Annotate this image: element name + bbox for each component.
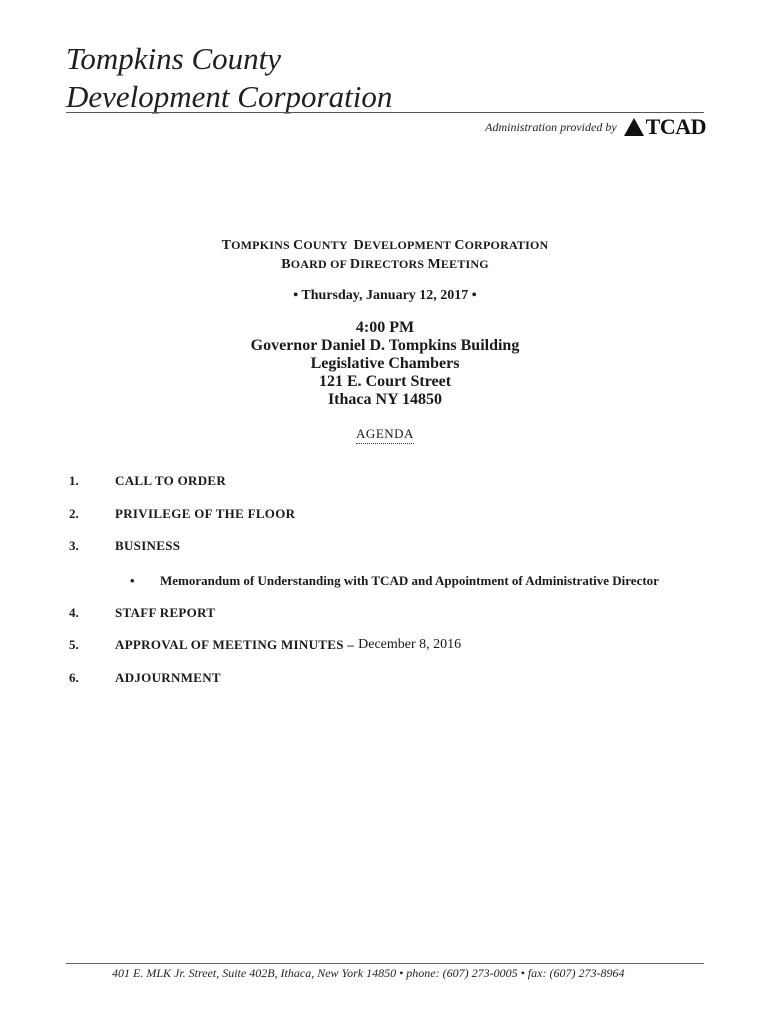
agenda-item-label: PRIVILEGE OF THE FLOOR <box>115 506 296 521</box>
tcad-logo <box>624 114 706 140</box>
tcad-logo-word: TCAD <box>645 114 706 139</box>
agenda-item <box>69 670 221 686</box>
org-title-line1: Tompkins County <box>66 41 282 76</box>
footer-address: 401 E. MLK Jr. Street, Suite 402B, Ithaca, New York 14850 • phone: (607) 273-0005 • fax: (607) 273-8964 <box>112 966 625 980</box>
business-sub-item <box>130 573 659 589</box>
meeting-room: Legislative Chambers <box>310 355 460 372</box>
business-sub-item-text: Memorandum of Understanding with TCAD and Appointment of Administrative Director <box>160 573 659 588</box>
agenda-title: AGENDA <box>356 426 414 444</box>
meeting-org-name: TOMPKINS COUNTY DEVELOPMENT CORPORATION <box>221 238 549 253</box>
meeting-org-heading <box>0 236 770 274</box>
meeting-board-name: BOARD OF DIRECTORS MEETING <box>281 257 489 272</box>
agenda-item-label: CALL TO ORDER <box>115 473 227 488</box>
agenda-item <box>69 605 215 621</box>
meeting-date: • Thursday, January 12, 2017 • <box>293 288 477 303</box>
agenda-item-label: STAFF REPORT <box>115 605 216 620</box>
agenda-item <box>69 506 295 522</box>
agenda-item-number: 3. <box>69 538 79 553</box>
agenda-item-number: 2. <box>69 506 79 521</box>
agenda-item-number: 4. <box>69 605 79 620</box>
meeting-venue <box>0 319 770 409</box>
header-divider <box>66 112 704 113</box>
meeting-street: 121 E. Court Street <box>318 373 452 390</box>
org-title-line2: Development Corporation <box>66 79 393 114</box>
agenda-item <box>69 538 180 554</box>
agenda-item-date: December 8, 2016 <box>358 637 462 652</box>
meeting-building: Governor Daniel D. Tompkins Building <box>250 337 520 354</box>
footer-divider <box>66 963 704 964</box>
agenda-heading-wrap <box>0 425 770 444</box>
agenda-item-label: ADJOURNMENT <box>115 670 221 685</box>
meeting-city: Ithaca NY 14850 <box>327 391 443 408</box>
agenda-item-number: 1. <box>69 473 79 488</box>
agenda-item <box>69 473 226 489</box>
triangle-icon <box>624 118 644 136</box>
organization-title <box>66 40 392 116</box>
administration-credit <box>485 114 706 140</box>
meeting-time: 4:00 PM <box>355 319 415 336</box>
agenda-item-number: 6. <box>69 670 79 685</box>
agenda-item-label: APPROVAL OF MEETING MINUTES – <box>115 637 355 652</box>
agenda-item <box>69 637 461 653</box>
bullet-icon: • <box>130 573 135 588</box>
agenda-item-number: 5. <box>69 637 79 652</box>
agenda-item-label: BUSINESS <box>115 538 181 553</box>
admin-provided-text: Administration provided by <box>485 119 617 134</box>
